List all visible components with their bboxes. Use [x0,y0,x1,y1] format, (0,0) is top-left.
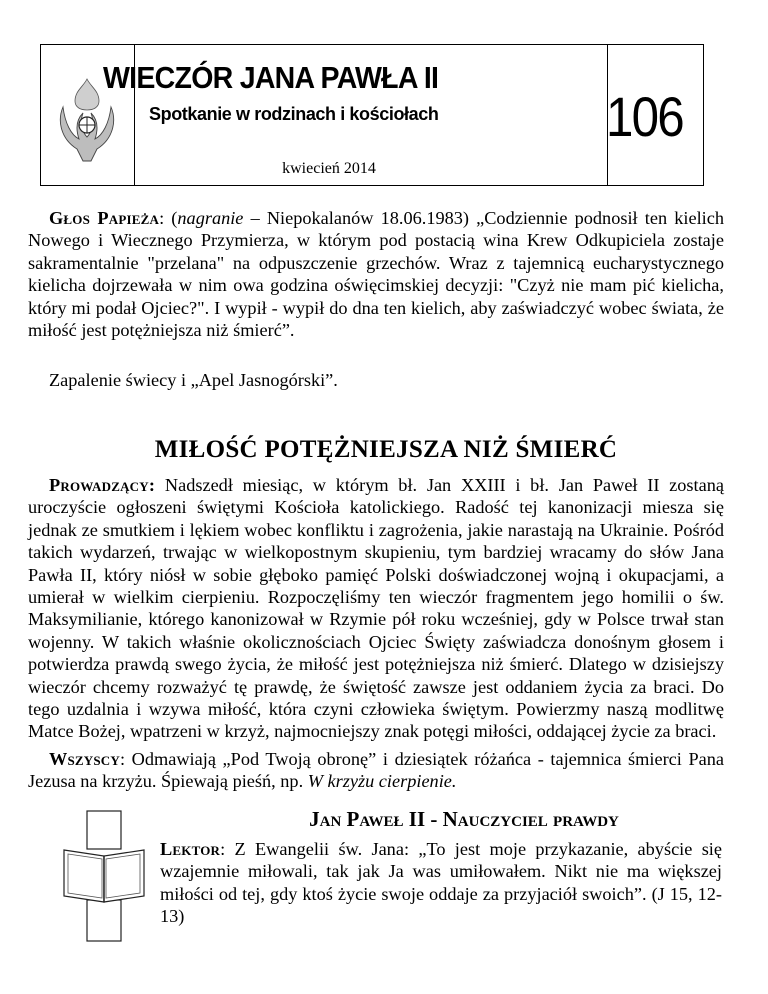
section-heading-love: MIŁOŚĆ POTĘŻNIEJSZA NIŻ ŚMIERĆ [154,436,618,463]
pope-voice-label: Głos Papieża [49,208,160,228]
reader-label: Lektor [160,839,221,859]
issue-date: kwiecień 2014 [282,160,376,177]
page-subtitle: Spotkanie w rodzinach i kościołach [149,104,439,124]
all-label: Wszyscy [49,749,120,769]
leader-label: Prowadzący: [49,475,156,495]
reader-paragraph [160,838,722,928]
reader-text: : Z Ewangelii św. Jana: „To jest moje przykazanie, abyście się wzajemnie miłowali, tak jak Ja was umiłowałem. Nikt nie ma większej miłości od tej, gdy ktoś życie swoje oddaje za przyjaciół swoich”. (J 15, 12-13) [160,839,722,927]
page-title: WIECZÓR JANA PAWŁA II [103,60,439,95]
leader-text: Nadszedł miesiąc, w którym bł. Jan XXIII i bł. Jan Paweł II zostaną uroczyście ogłoszeni świętymi Kościoła katolickiego. Radość tej kanonizacji miesza się jednak ze smutkiem i lękiem wobec konfliktu i zagrożenia, jakie narastają na Ukrainie. Pośród takich wydarzeń, trwając w wielkopostnym skupieniu, tym bardziej wracamy do słów Jana Pawła II, który niósł w sobie głęboko pamięć Polski doświadczonej wojną i okupacjami, a umierał w wielkim cierpieniu. Rozpoczęliśmy ten wieczór fragmentem jego homilii o św. Maksymilianie, którego kanonizował w Rzymie pół roku wcześniej, gdy w Polsce trwał stan wojenny. W takich właśnie okolicznościach Ojciec Święty zaświadcza donośnym głosem i potwierdza prawdą swego życia, że miłość jest potężniejsza niż śmierć. Dlatego w dzisiejszy wieczór chcemy rozważyć tę prawdę, że świętość zawsze jest oddaniem życia za braci. Do tego uzdalnia i wzywa miłość, która czyni człowieka świętym. Powierzmy naszą modlitwę Matce Bożej, wpatrzeni w krzyż, najmocniejszy znak potęgi miłości, oddającej życie za braci. [28,475,724,742]
section-heading-teacher: Jan Paweł II - Nauczyciel prawdy [309,807,619,831]
issue-number: 106 [606,85,683,148]
all-text: : Odmawiają „Pod Twoją obronę” i dziesiątek różańca - tajemnica śmierci Pana Jezusa na krzyżu. Śpiewają pieśń, np. [28,749,724,792]
pope-voice-paragraph: Głos Papieża: (nagranie – Niepokalanów 18.06.1983) „Codziennie podnosił ten kielich Nowego i Wiecznego Przymierza, w którym pod postacią wina Krew Odkupiciela zostaje sakramentalnie "przelana" na odpuszczenie grzechów. Wraz z tajemnicą eucharystycznego kielicha dojrzewała w nim owa godzina oświęcimskiej decyzji: "Czyż nie mam pić kielicha, który mi podał Ojciec?". I wypił - wypił do dna ten kielich, aby zaświadczyć wobec świata, że miłość jest potężniejsza niż śmierć”. [28,208,724,341]
recording-note: nagranie [177,208,244,228]
all-paragraph [28,748,724,793]
candle-lighting-line: Zapalenie świecy i „Apel Jasnogórski”. [49,370,338,390]
pope-voice-text: – Niepokalanów 18.06.1983) „Codziennie podnosił ten kielich Nowego i Wiecznego Przymierza, w którym pod postacią wina Krew Odkupiciela zostaje sakramentalnie "przelana" na odpuszczenie grzechów. Wraz z tajemnicą eucharystycznego kielicha dojrzewała w nim owa godzina oświęcimskiej decyzji: "Czyż nie mam pić kielicha, który mi podał Ojciec?". I wypił - wypił do dna ten kielich, aby zaświadczyć wobec świata, że miłość jest potężniejsza niż śmierć”. [28,208,724,341]
leader-paragraph [28,474,724,743]
cross-book-icon [60,810,148,942]
song-title: W krzyżu cierpienie. [307,771,457,792]
